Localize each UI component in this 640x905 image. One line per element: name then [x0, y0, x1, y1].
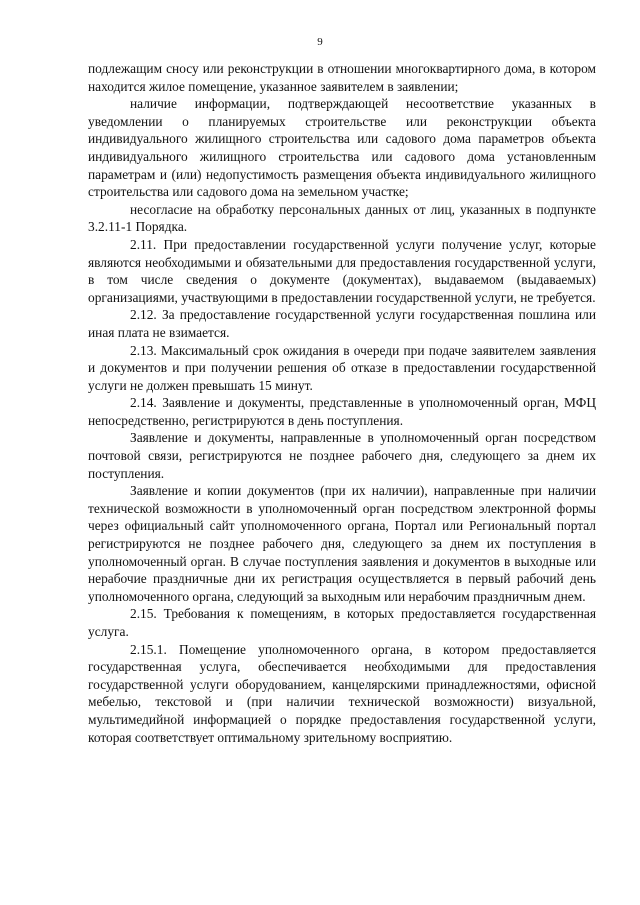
paragraph-2-12: 2.12. За предоставление государственной услуги государственная пошлина или иная плата не взимается. — [88, 307, 596, 340]
paragraph-2-15: 2.15. Требования к помещениям, в которых предоставляется государственная услуга. — [88, 606, 596, 639]
paragraph-inconsistency-info: наличие информации, подтверждающей несоответствие указанных в уведомлении о планируемых строительстве или реконструкции объекта индивидуального жилищного строительства или садового дома параметров объекта индивидуального жилищного строительства или садового дома установленным параметрам и (или) недопустимость размещения объекта индивидуального жилищного строительства или садового дома на земельном участке; — [88, 96, 596, 200]
paragraph-postal-registration: Заявление и документы, направленные в уполномоченный орган посредством почтовой связи, регистрируются не позднее рабочего дня, следующего за днем их поступления. — [88, 430, 596, 481]
paragraph-personal-data-refusal: несогласие на обработку персональных данных от лиц, указанных в подпункте 3.2.11-1 Порядка. — [88, 201, 596, 235]
paragraph-2-13: 2.13. Максимальный срок ожидания в очереди при подаче заявителем заявления и документов и при получении решения об отказе в предоставлении государственной услуги не должен превышать 15 минут. — [88, 342, 596, 393]
paragraph-electronic-registration: Заявление и копии документов (при их наличии), направленные при наличии технической возможности в уполномоченный орган посредством электронной формы через официальный сайт уполномоченного органа, Портал или Региональный портал регистрируются не позднее рабочего дня, следующего за днем их поступления в уполномоченный орган. В случае поступления заявления и документов в выходные или нерабочие праздничные дни их регистрация осуществляется в первый рабочий день уполномоченного органа, следующий за выходным или нерабочим праздничным днем. — [88, 483, 596, 604]
document-body — [88, 60, 596, 746]
page-number: 9 — [317, 36, 323, 48]
paragraph-2-11: 2.11. При предоставлении государственной услуги получение услуг, которые являются необходимыми и обязательными для предоставления государственной услуги, в том числе сведения о документе (документах), выдаваемом (выдаваемых) организациями, участвующими в предоставлении государственной услуги, не требуется. — [88, 236, 596, 305]
paragraph-2-15-1: 2.15.1. Помещение уполномоченного органа, в котором предоставляется государственная услуга, обеспечивается необходимыми для предоставления государственной услуги оборудованием, канцелярскими принадлежностями, офисной мебелью, текстовой и (при наличии технической возможности) визуальной, мультимедийной информацией о порядке предоставления государственной услуги, которая соответствует оптимальному зрительному восприятию. — [88, 641, 596, 745]
paragraph-2-14: 2.14. Заявление и документы, представленные в уполномоченный орган, МФЦ непосредственно, регистрируются в день поступления. — [88, 395, 596, 428]
paragraph-continuation: подлежащим сносу или реконструкции в отношении многоквартирного дома, в котором находится жилое помещение, указанное заявителем в заявлении; — [88, 61, 596, 94]
